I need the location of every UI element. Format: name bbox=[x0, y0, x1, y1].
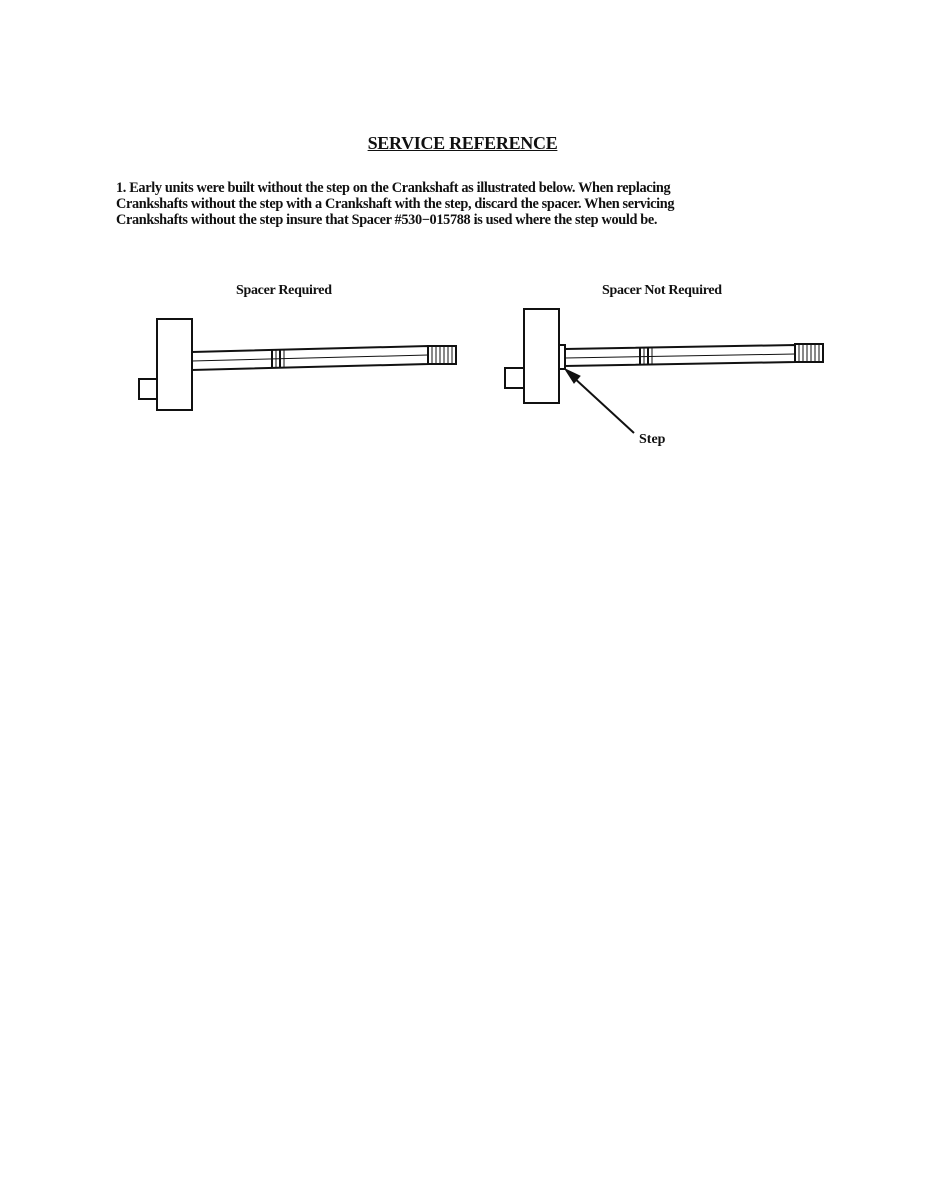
crankshaft-without-step-illustration bbox=[139, 319, 456, 410]
step-label: Step bbox=[639, 432, 666, 447]
paragraph-line: Crankshafts without the step insure that Spacer #530−015788 is used where the step would be. bbox=[116, 212, 658, 228]
crankshaft-with-step-illustration bbox=[505, 309, 823, 403]
spacer-required-caption: Spacer Required bbox=[236, 283, 332, 298]
step-arrow bbox=[565, 369, 634, 433]
paragraph-line: 1. Early units were built without the step on the Crankshaft as illustrated below. When replacing bbox=[116, 180, 671, 196]
page-title: SERVICE REFERENCE bbox=[367, 133, 558, 153]
spacer-not-required-caption: Spacer Not Required bbox=[602, 283, 722, 298]
paragraph-line: Crankshafts without the step with a Crankshaft with the step, discard the spacer. When servicing bbox=[116, 196, 675, 212]
